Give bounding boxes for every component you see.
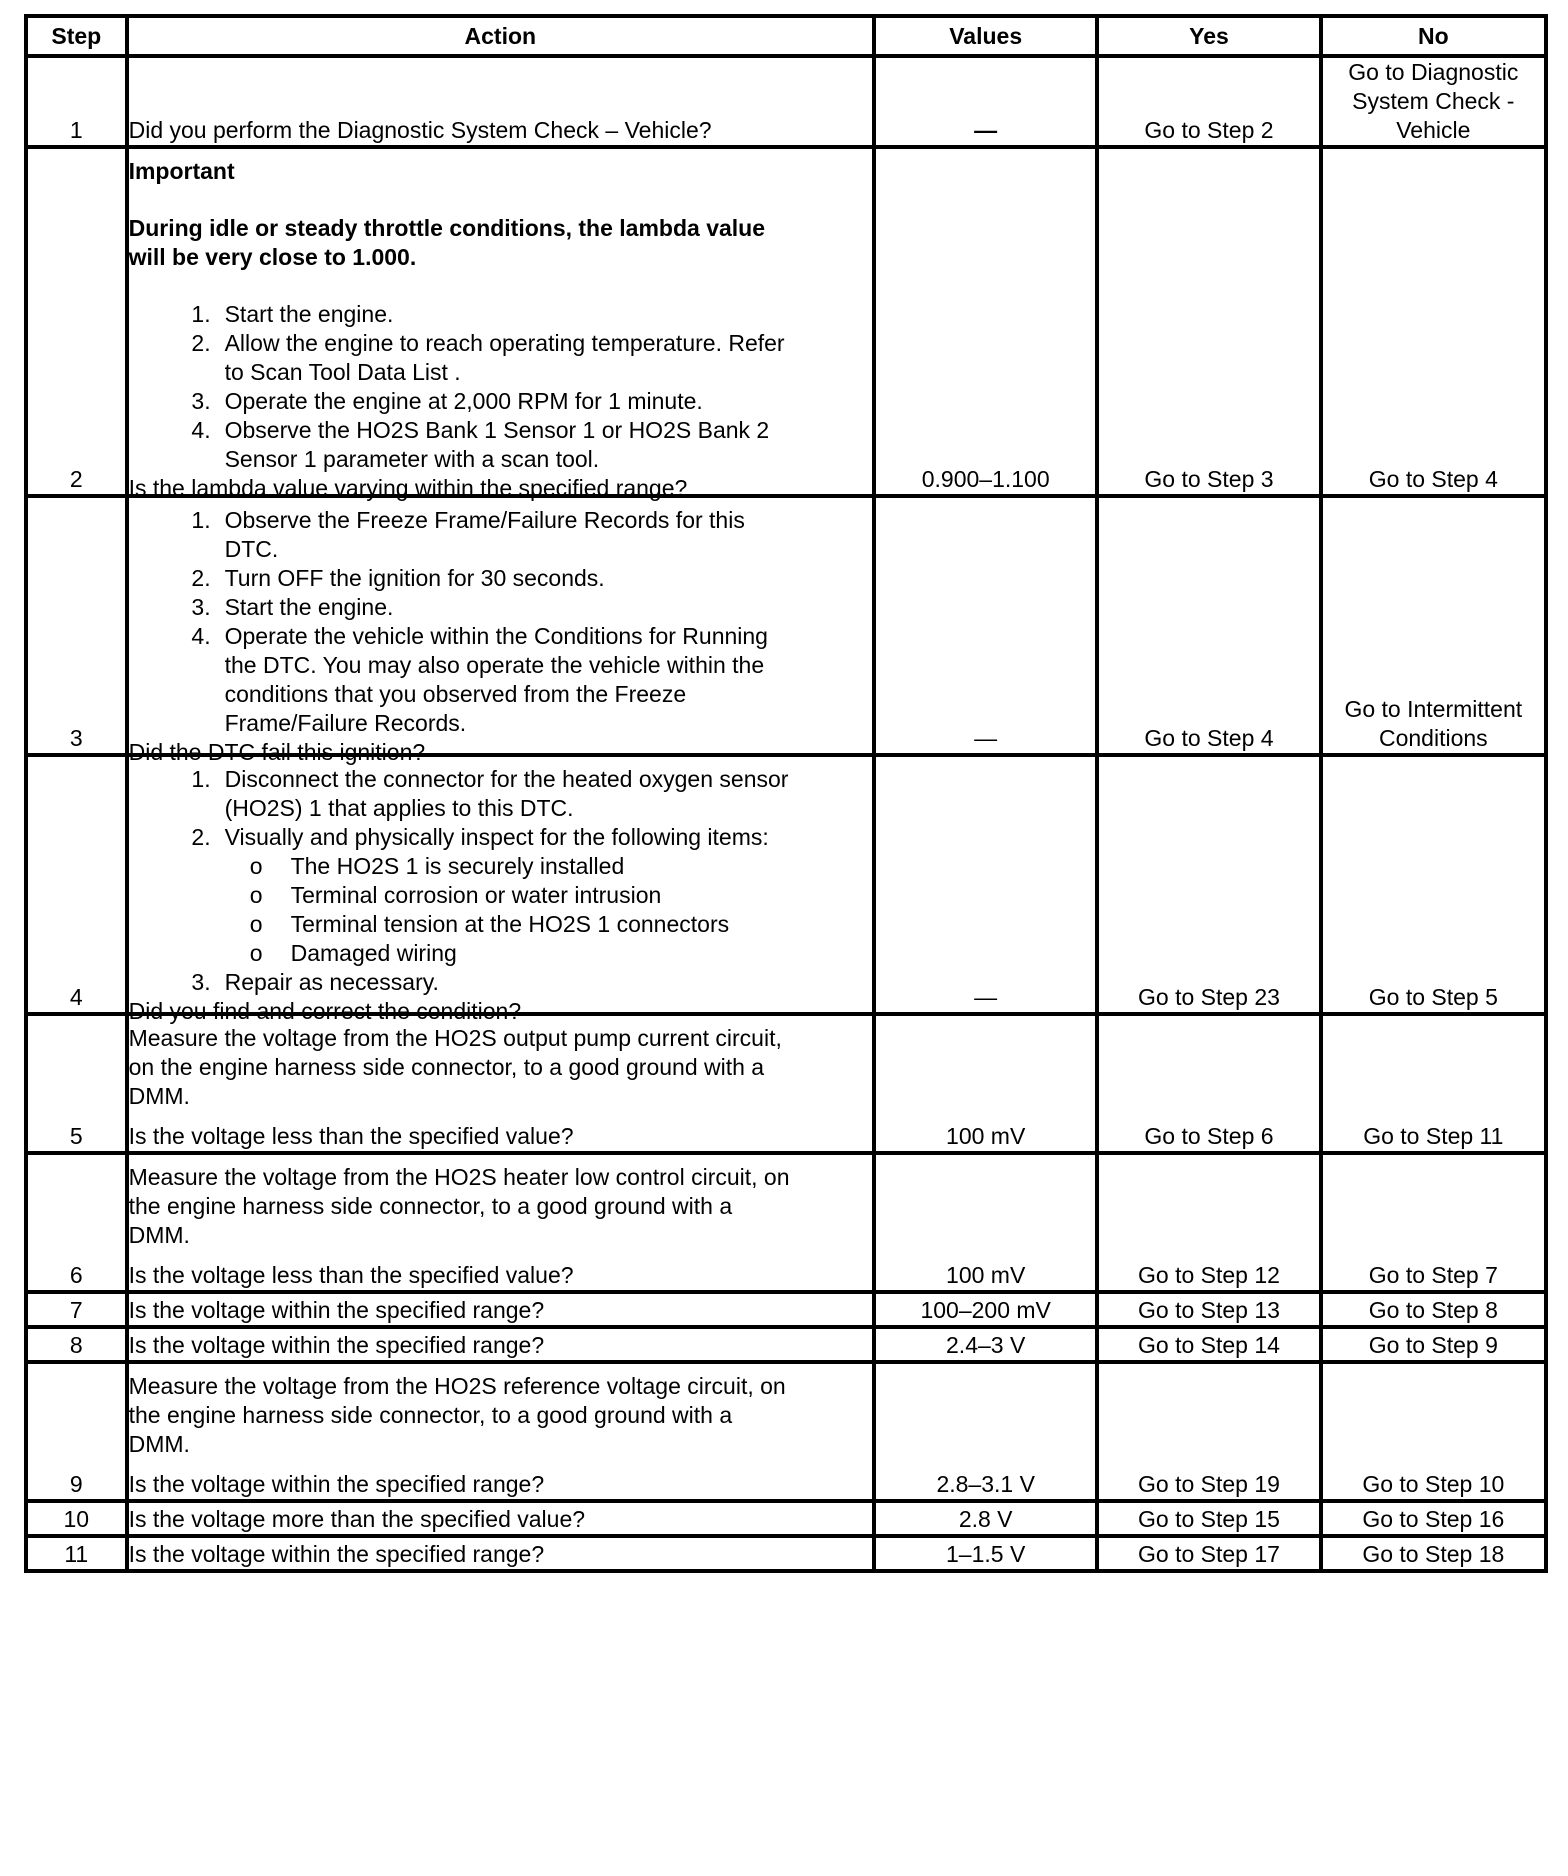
bullet-item: o Terminal corrosion or water intrusion	[129, 881, 872, 910]
list-item: 1. Disconnect the connector for the heated oxygen sensor (HO2S) 1 that applies to this DTC.	[191, 766, 789, 821]
no-cell: Go to Step 5	[1321, 755, 1546, 1014]
procedure-list	[129, 765, 872, 852]
no-cell: Go to Step 18	[1321, 1536, 1546, 1571]
list-item: 3. Operate the engine at 2,000 RPM for 1 minute.	[191, 388, 703, 414]
step-number: 9	[26, 1362, 127, 1501]
value-cell: 0.900–1.100	[874, 147, 1097, 496]
step-number: 6	[26, 1153, 127, 1292]
no-cell: Go to Step 16	[1321, 1501, 1546, 1536]
action-cell	[127, 1014, 874, 1153]
yes-cell: Go to Step 12	[1097, 1153, 1320, 1292]
table-row-step-3	[26, 496, 1546, 755]
question-text: Is the voltage within the specified range?	[128, 1471, 545, 1497]
important-label: Important	[128, 158, 235, 184]
question-text: Is the voltage within the specified range?	[128, 1297, 545, 1323]
value-cell: —	[874, 496, 1097, 755]
step-number: 2	[26, 147, 127, 496]
action-text-line: the engine harness side connector, to a good ground with a	[128, 1402, 733, 1428]
header-yes: Yes	[1097, 16, 1320, 56]
header-no: No	[1321, 16, 1546, 56]
yes-cell: Go to Step 2	[1097, 56, 1320, 147]
question-text: Is the voltage within the specified range?	[128, 1541, 545, 1567]
question-text: Is the voltage within the specified range?	[128, 1332, 545, 1358]
question-text: Did the DTC fail this ignition?	[128, 739, 426, 765]
no-cell: Go to Step 11	[1321, 1014, 1546, 1153]
action-text-line: DMM.	[128, 1083, 190, 1109]
inspection-bullet-list	[129, 852, 872, 968]
step-number: 10	[26, 1501, 127, 1536]
step-number: 5	[26, 1014, 127, 1153]
question-text: Is the lambda value varying within the specified range?	[128, 475, 688, 501]
yes-cell: Go to Step 3	[1097, 147, 1320, 496]
table-row-step-7	[26, 1292, 1546, 1327]
step-number: 8	[26, 1327, 127, 1362]
question-text: Is the voltage less than the specified value?	[128, 1123, 574, 1149]
table-row-step-11	[26, 1536, 1546, 1571]
action-text-line: Measure the voltage from the HO2S reference voltage circuit, on	[128, 1373, 786, 1399]
action-text-line: Measure the voltage from the HO2S output pump current circuit,	[128, 1025, 782, 1051]
list-item: 4. Observe the HO2S Bank 1 Sensor 1 or HO2S Bank 2 Sensor 1 parameter with a scan tool.	[191, 417, 770, 472]
value-cell: 2.8–3.1 V	[874, 1362, 1097, 1501]
step-number: 4	[26, 755, 127, 1014]
header-step: Step	[26, 16, 127, 56]
table-row-step-9	[26, 1362, 1546, 1501]
step-number: 7	[26, 1292, 127, 1327]
list-item: 1. Observe the Freeze Frame/Failure Records for this DTC.	[191, 507, 745, 562]
yes-cell: Go to Step 19	[1097, 1362, 1320, 1501]
bullet-item: o Damaged wiring	[129, 939, 872, 968]
action-cell	[127, 1292, 874, 1327]
action-cell	[127, 1153, 874, 1292]
header-values: Values	[874, 16, 1097, 56]
list-item: 2. Visually and physically inspect for the following items:	[191, 824, 769, 850]
procedure-list	[129, 968, 872, 997]
step-number: 11	[26, 1536, 127, 1571]
no-cell	[1321, 56, 1546, 147]
yes-cell: Go to Step 15	[1097, 1501, 1320, 1536]
yes-cell: Go to Step 23	[1097, 755, 1320, 1014]
list-item: 4. Operate the vehicle within the Conditions for Running the DTC. You may also operate the vehicle within the conditions that you observed from the Freeze Frame/Failure Records.	[191, 623, 768, 736]
no-cell: Go to Step 8	[1321, 1292, 1546, 1327]
no-text-line: Conditions	[1378, 725, 1488, 751]
list-item: 2. Turn OFF the ignition for 30 seconds.	[191, 565, 605, 591]
no-cell: Go to Step 10	[1321, 1362, 1546, 1501]
question-text: Is the voltage more than the specified value?	[128, 1506, 586, 1532]
value-cell: —	[874, 56, 1097, 147]
action-cell	[127, 1362, 874, 1501]
header-action: Action	[127, 16, 874, 56]
list-item: 2. Allow the engine to reach operating temperature. Refer to Scan Tool Data List .	[191, 330, 785, 385]
bullet-item: o Terminal tension at the HO2S 1 connectors	[129, 910, 872, 939]
yes-cell: Go to Step 14	[1097, 1327, 1320, 1362]
action-text: Did you perform the Diagnostic System Check – Vehicle?	[128, 117, 712, 143]
value-cell: 1–1.5 V	[874, 1536, 1097, 1571]
action-text-line: DMM.	[128, 1222, 190, 1248]
list-item: 3. Start the engine.	[191, 594, 394, 620]
action-cell	[127, 1327, 874, 1362]
yes-cell: Go to Step 6	[1097, 1014, 1320, 1153]
value-cell: 100 mV	[874, 1153, 1097, 1292]
yes-cell: Go to Step 13	[1097, 1292, 1320, 1327]
value-cell: 2.8 V	[874, 1501, 1097, 1536]
bullet-mark: o	[249, 911, 263, 937]
bullet-item: o The HO2S 1 is securely installed	[129, 852, 872, 881]
question-text: Did you find and correct the condition?	[128, 998, 522, 1024]
table-row-step-8	[26, 1327, 1546, 1362]
procedure-list	[129, 506, 872, 738]
step-number: 3	[26, 496, 127, 755]
question-text: Is the voltage less than the specified value?	[128, 1262, 574, 1288]
action-cell	[127, 1501, 874, 1536]
action-cell	[127, 755, 874, 1024]
yes-cell: Go to Step 4	[1097, 496, 1320, 755]
no-cell	[1321, 496, 1546, 755]
value-cell: —	[874, 755, 1097, 1014]
table-row-step-1	[26, 56, 1546, 147]
yes-cell: Go to Step 17	[1097, 1536, 1320, 1571]
list-item: 1. Start the engine.	[191, 301, 394, 327]
no-text-line: Vehicle	[1396, 117, 1471, 143]
important-note-line: will be very close to 1.000.	[128, 244, 417, 270]
action-text-line: DMM.	[128, 1431, 190, 1457]
value-cell: 100 mV	[874, 1014, 1097, 1153]
procedure-list	[129, 300, 872, 474]
important-note-line: During idle or steady throttle conditions, the lambda value	[128, 215, 766, 241]
action-text-line: Measure the voltage from the HO2S heater low control circuit, on	[128, 1164, 790, 1190]
action-cell	[127, 147, 874, 501]
action-cell	[127, 56, 874, 147]
no-cell: Go to Step 9	[1321, 1327, 1546, 1362]
diagnostic-table-container	[24, 14, 1548, 1573]
action-cell	[127, 496, 874, 765]
table-row-step-6	[26, 1153, 1546, 1292]
header-row	[26, 16, 1546, 56]
table-row-step-2	[26, 147, 1546, 496]
action-text-line: the engine harness side connector, to a good ground with a	[128, 1193, 733, 1219]
table-row-step-4	[26, 755, 1546, 1014]
table-row-step-5	[26, 1014, 1546, 1153]
value-cell: 2.4–3 V	[874, 1327, 1097, 1362]
step-number: 1	[26, 56, 127, 147]
bullet-mark: o	[249, 882, 263, 908]
no-text-line: Go to Intermittent	[1344, 696, 1523, 722]
action-text-line: on the engine harness side connector, to a good ground with a	[128, 1054, 765, 1080]
no-text-line: Go to Diagnostic	[1348, 59, 1519, 85]
value-cell: 100–200 mV	[874, 1292, 1097, 1327]
no-cell: Go to Step 7	[1321, 1153, 1546, 1292]
diagnostic-table	[24, 14, 1548, 1573]
list-item: 3. Repair as necessary.	[191, 969, 439, 995]
bullet-mark: o	[249, 853, 263, 879]
no-cell: Go to Step 4	[1321, 147, 1546, 496]
bullet-mark: o	[249, 940, 263, 966]
action-cell	[127, 1536, 874, 1571]
no-text-line: System Check -	[1352, 88, 1515, 114]
table-row-step-10	[26, 1501, 1546, 1536]
